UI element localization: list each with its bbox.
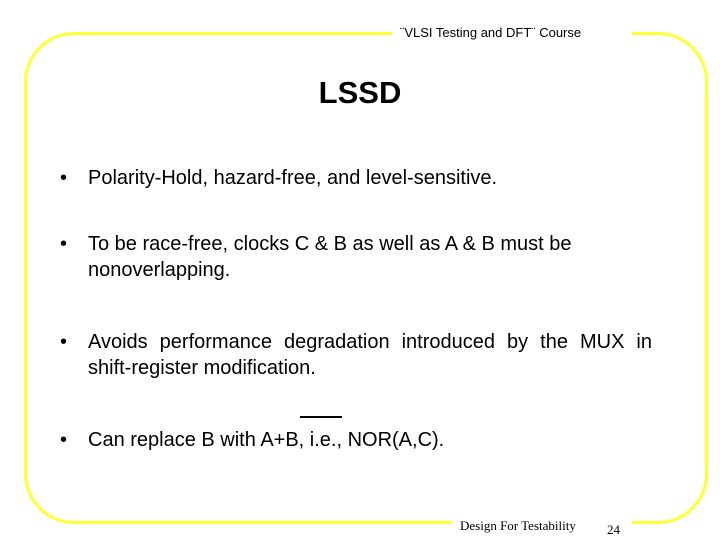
bullet-dot: •: [60, 331, 68, 353]
overline-mark: [300, 416, 342, 418]
bullet-item: [60, 231, 652, 283]
bullet-text: To be race-free, clocks C & B as well as A & B must be nonoverlapping.: [88, 233, 572, 281]
page-number: 24: [607, 522, 620, 537]
bullet-item: [60, 427, 652, 453]
bullet-text: Polarity-Hold, hazard-free, and level-sensitive.: [88, 167, 498, 189]
slide-title: LSSD: [318, 75, 402, 110]
bullet-item: [60, 329, 652, 381]
course-header: ¨VLSI Testing and DFT¨ Course: [400, 25, 582, 40]
footer-label: Design For Testability: [460, 518, 576, 533]
bullet-text: Can replace B with A+B, i.e., NOR(A,C).: [88, 429, 445, 451]
bullet-dot: •: [60, 429, 68, 451]
bullet-dot: •: [60, 167, 68, 189]
bullet-text: Avoids performance degradation introduced by the MUX in shift-register modification.: [88, 331, 652, 379]
bullet-item: [60, 165, 652, 191]
bullet-dot: •: [60, 233, 68, 255]
